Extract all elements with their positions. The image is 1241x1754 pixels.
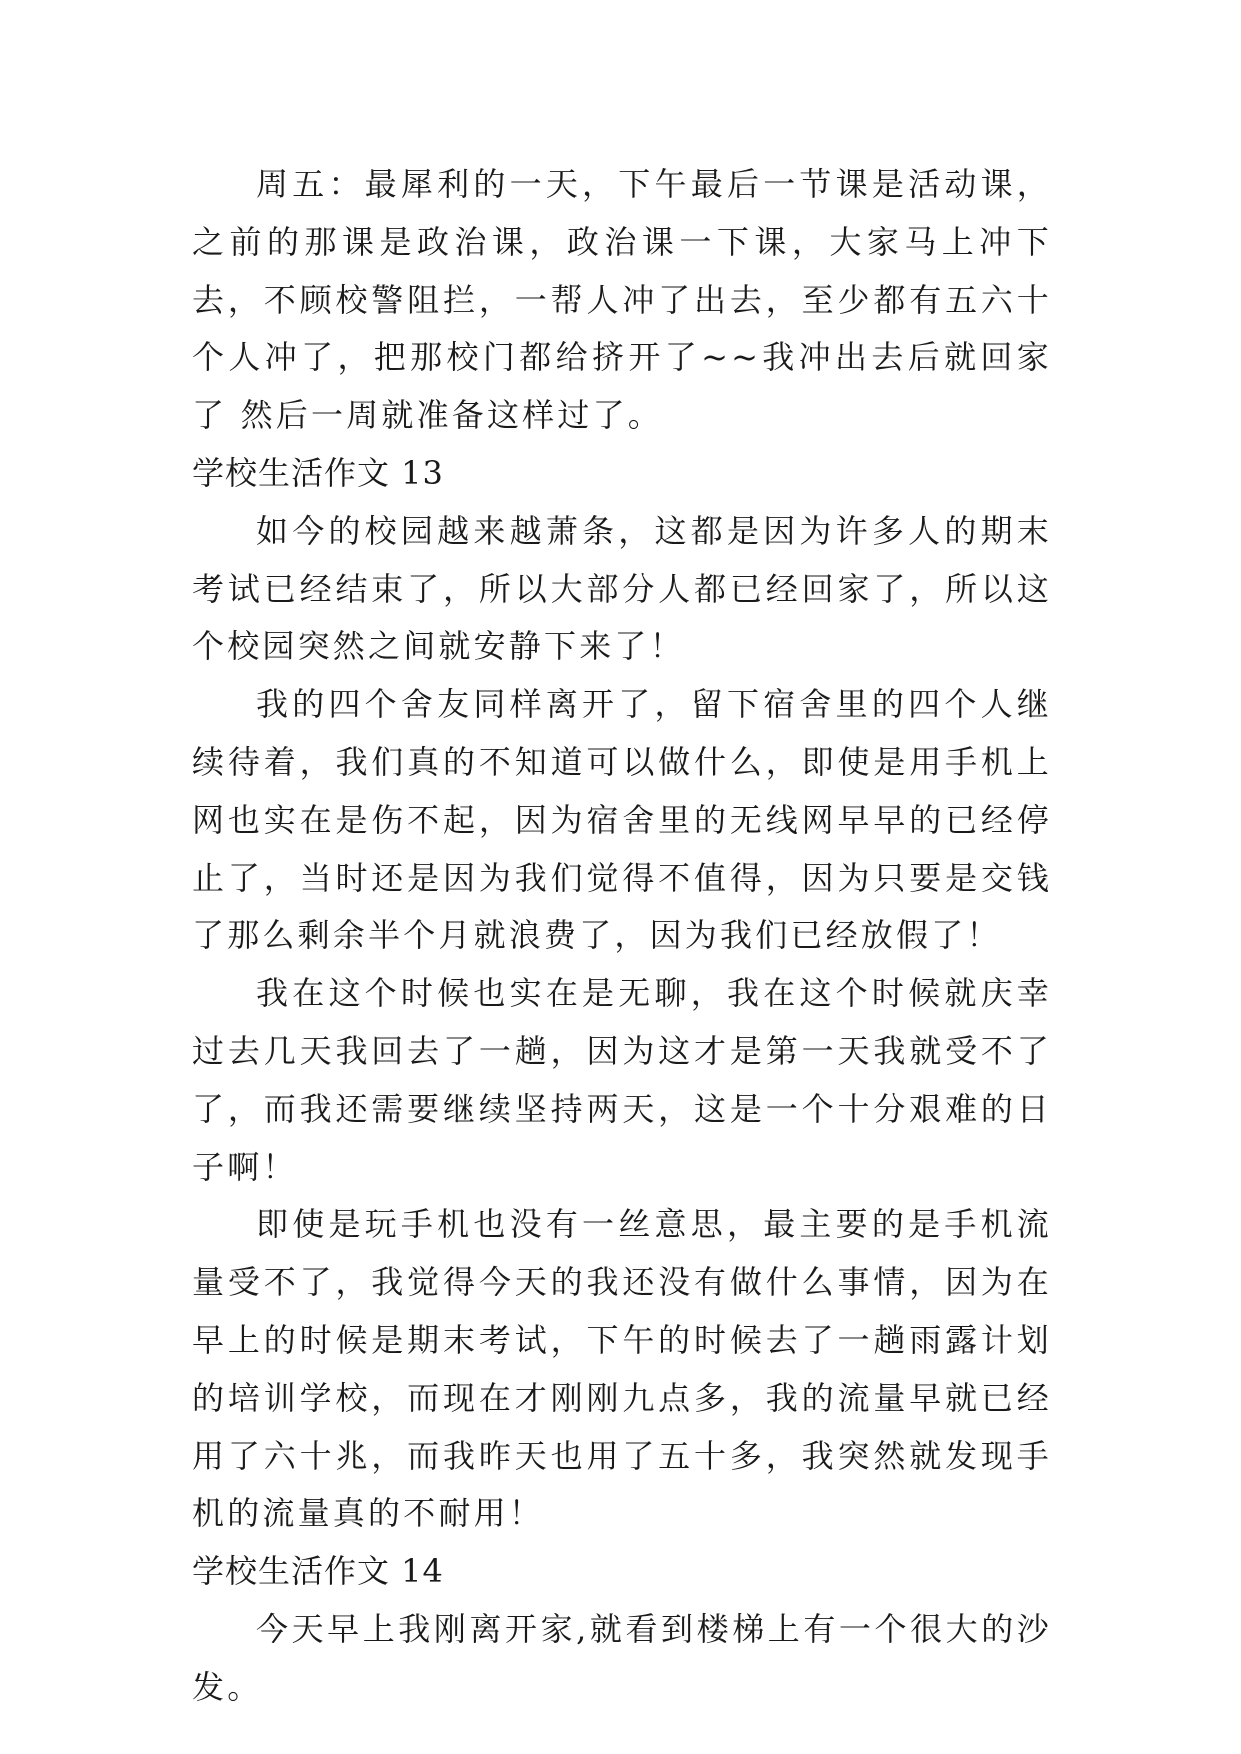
heading-essay-14: 学校生活作文 14	[192, 1552, 444, 1591]
heading-essay-13: 学校生活作文 13	[192, 453, 444, 492]
paragraph-friday: 周五：最犀利的一天，下午最后一节课是活动课，之前的那课是政治课，政治课一下课，大家马上冲下去，不顾校警阻拦，一帮人冲了出去，至少都有五六十个人冲了，把那校门都给挤开了~~我冲出去后就回家了 然后一周就准备这样过了。	[192, 165, 1052, 435]
paragraph-roommates: 我的四个舍友同样离开了，留下宿舍里的四个人继续待着，我们真的不知道可以做什么，即使是用手机上网也实在是伤不起，因为宿舍里的无线网早早的已经停止了，当时还是因为我们觉得不值得，因为只要是交钱了那么剩余半个月就浪费了，因为我们已经放假了！	[192, 685, 1052, 955]
paragraph-campus-quiet: 如今的校园越来越萧条，这都是因为许多人的期末考试已经结束了，所以大部分人都已经回家了，所以这个校园突然之间就安静下来了！	[192, 511, 1052, 666]
paragraph-sofa: 今天早上我刚离开家,就看到楼梯上有一个很大的沙发。	[192, 1609, 1052, 1706]
document-body	[192, 156, 1052, 1717]
paragraph-phone-data: 即使是玩手机也没有一丝意思，最主要的是手机流量受不了，我觉得今天的我还没有做什么事情，因为在早上的时候是期末考试，下午的时候去了一趟雨露计划的培训学校，而现在才刚刚九点多，我的流量早就已经用了六十兆，而我昨天也用了五十多，我突然就发现手机的流量真的不耐用！	[192, 1205, 1052, 1533]
paragraph-bored: 我在这个时候也实在是无聊，我在这个时候就庆幸过去几天我回去了一趟，因为这才是第一天我就受不了了，而我还需要继续坚持两天，这是一个十分艰难的日子啊！	[192, 974, 1052, 1186]
